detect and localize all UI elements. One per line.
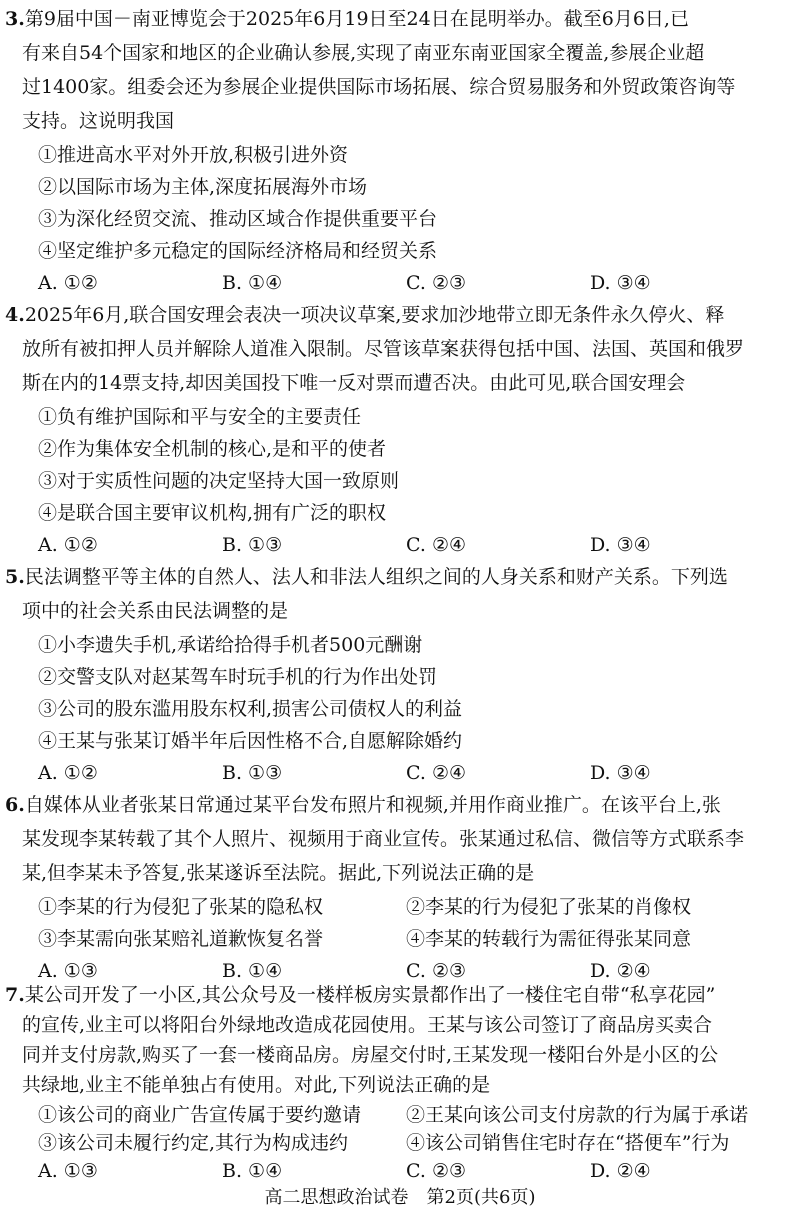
question-stem-line: 过1400家。组委会还为参展企业提供国际市场拓展、综合贸易服务和外贸政策咨询等	[22, 76, 736, 98]
question-number: 6.	[5, 794, 25, 816]
answer-choice-a: A. ①③	[38, 1160, 98, 1182]
option-statement: ②交警支队对赵某驾车时玩手机的行为作出处罚	[38, 666, 438, 688]
question-stem-line: 项中的社会关系由民法调整的是	[22, 600, 289, 622]
question-number: 4.	[5, 304, 25, 326]
answer-choice-d: D. ②④	[590, 1160, 651, 1182]
page-footer: 高二思想政治试卷 第2页(共6页)	[264, 1187, 536, 1208]
question-stem-line: 5.民法调整平等主体的自然人、法人和非法人组织之间的人身关系和财产关系。下列选	[5, 566, 728, 588]
question-stem-line: 支持。这说明我国	[22, 110, 175, 132]
option-statement: ③该公司未履行约定,其行为构成违约	[38, 1132, 349, 1154]
answer-choice-d: D. ③④	[590, 762, 651, 784]
question-stem-line: 有来自54个国家和地区的企业确认参展,实现了南亚东南亚国家全覆盖,参展企业超	[22, 42, 705, 64]
answer-choice-c: C. ②③	[406, 272, 467, 294]
answer-choice-a: A. ①③	[38, 960, 98, 982]
option-statement: ③为深化经贸交流、推动区域合作提供重要平台	[38, 208, 438, 230]
question-stem-line: 共绿地,业主不能单独占有使用。对此,下列说法正确的是	[22, 1074, 491, 1096]
option-statement: ①该公司的商业广告宣传属于要约邀请	[38, 1104, 362, 1126]
option-statement: ②作为集体安全机制的核心,是和平的使者	[38, 438, 387, 460]
option-statement: ②王某向该公司支付房款的行为属于承诺	[406, 1104, 749, 1126]
question-number: 7.	[5, 984, 25, 1006]
question-stem-line: 4.2025年6月,联合国安理会表决一项决议草案,要求加沙地带立即无条件永久停火、释	[5, 304, 725, 326]
option-statement: ①负有维护国际和平与安全的主要责任	[38, 406, 362, 428]
answer-choice-b: B. ①④	[222, 960, 283, 982]
option-statement: ①李某的行为侵犯了张某的隐私权	[38, 896, 324, 918]
answer-choice-b: B. ①③	[222, 762, 283, 784]
answer-choice-c: C. ②③	[406, 1160, 467, 1182]
option-statement: ②李某的行为侵犯了张某的肖像权	[406, 896, 692, 918]
answer-choice-a: A. ①②	[38, 272, 98, 294]
answer-choice-b: B. ①④	[222, 272, 283, 294]
option-statement: ④该公司销售住宅时存在“搭便车”行为	[406, 1132, 730, 1154]
option-statement: ④李某的转载行为需征得张某同意	[406, 928, 692, 950]
answer-choice-b: B. ①③	[222, 534, 283, 556]
question-number: 3.	[5, 8, 25, 30]
question-stem-line: 某,但李某未予答复,张某遂诉至法院。据此,下列说法正确的是	[22, 862, 535, 884]
question-stem-line: 斯在内的14票支持,却因美国投下唯一反对票而遭否决。由此可见,联合国安理会	[22, 372, 686, 394]
answer-choice-c: C. ②③	[406, 960, 467, 982]
option-statement: ④王某与张某订婚半年后因性格不合,自愿解除婚约	[38, 730, 463, 752]
option-statement: ④坚定维护多元稳定的国际经济格局和经贸关系	[38, 240, 438, 262]
question-stem-line: 同并支付房款,购买了一套一楼商品房。房屋交付时,王某发现一楼阳台外是小区的公	[22, 1044, 719, 1066]
question-number: 5.	[5, 566, 25, 588]
answer-choice-d: D. ③④	[590, 534, 651, 556]
question-stem-line: 3.第9届中国－南亚博览会于2025年6月19日至24日在昆明举办。截至6月6日,已	[5, 8, 689, 30]
option-statement: ①小李遗失手机,承诺给拾得手机者500元酬谢	[38, 634, 423, 656]
answer-choice-a: A. ①②	[38, 762, 98, 784]
option-statement: ④是联合国主要审议机构,拥有广泛的职权	[38, 502, 387, 524]
question-stem-line: 6.自媒体从业者张某日常通过某平台发布照片和视频,并用作商业推广。在该平台上,张	[5, 794, 721, 816]
question-stem-line: 7.某公司开发了一小区,其公众号及一楼样板房实景都作出了一楼住宅自带“私享花园”	[5, 984, 716, 1006]
answer-choice-a: A. ①②	[38, 534, 98, 556]
answer-choice-d: D. ②④	[590, 960, 651, 982]
answer-choice-b: B. ①④	[222, 1160, 283, 1182]
answer-choice-c: C. ②④	[406, 534, 467, 556]
answer-choice-c: C. ②④	[406, 762, 467, 784]
option-statement: ②以国际市场为主体,深度拓展海外市场	[38, 176, 368, 198]
option-statement: ①推进高水平对外开放,积极引进外资	[38, 144, 349, 166]
question-stem-line: 某发现李某转载了其个人照片、视频用于商业宣传。张某通过私信、微信等方式联系李	[22, 828, 745, 850]
option-statement: ③公司的股东滥用股东权利,损害公司债权人的利益	[38, 698, 463, 720]
answer-choice-d: D. ③④	[590, 272, 651, 294]
option-statement: ③李某需向张某赔礼道歉恢复名誉	[38, 928, 324, 950]
question-stem-line: 放所有被扣押人员并解除人道准入限制。尽管该草案获得包括中国、法国、英国和俄罗	[22, 338, 745, 360]
option-statement: ③对于实质性问题的决定坚持大国一致原则	[38, 470, 400, 492]
question-stem-line: 的宣传,业主可以将阳台外绿地改造成花园使用。王某与该公司签订了商品房买卖合	[22, 1014, 713, 1036]
